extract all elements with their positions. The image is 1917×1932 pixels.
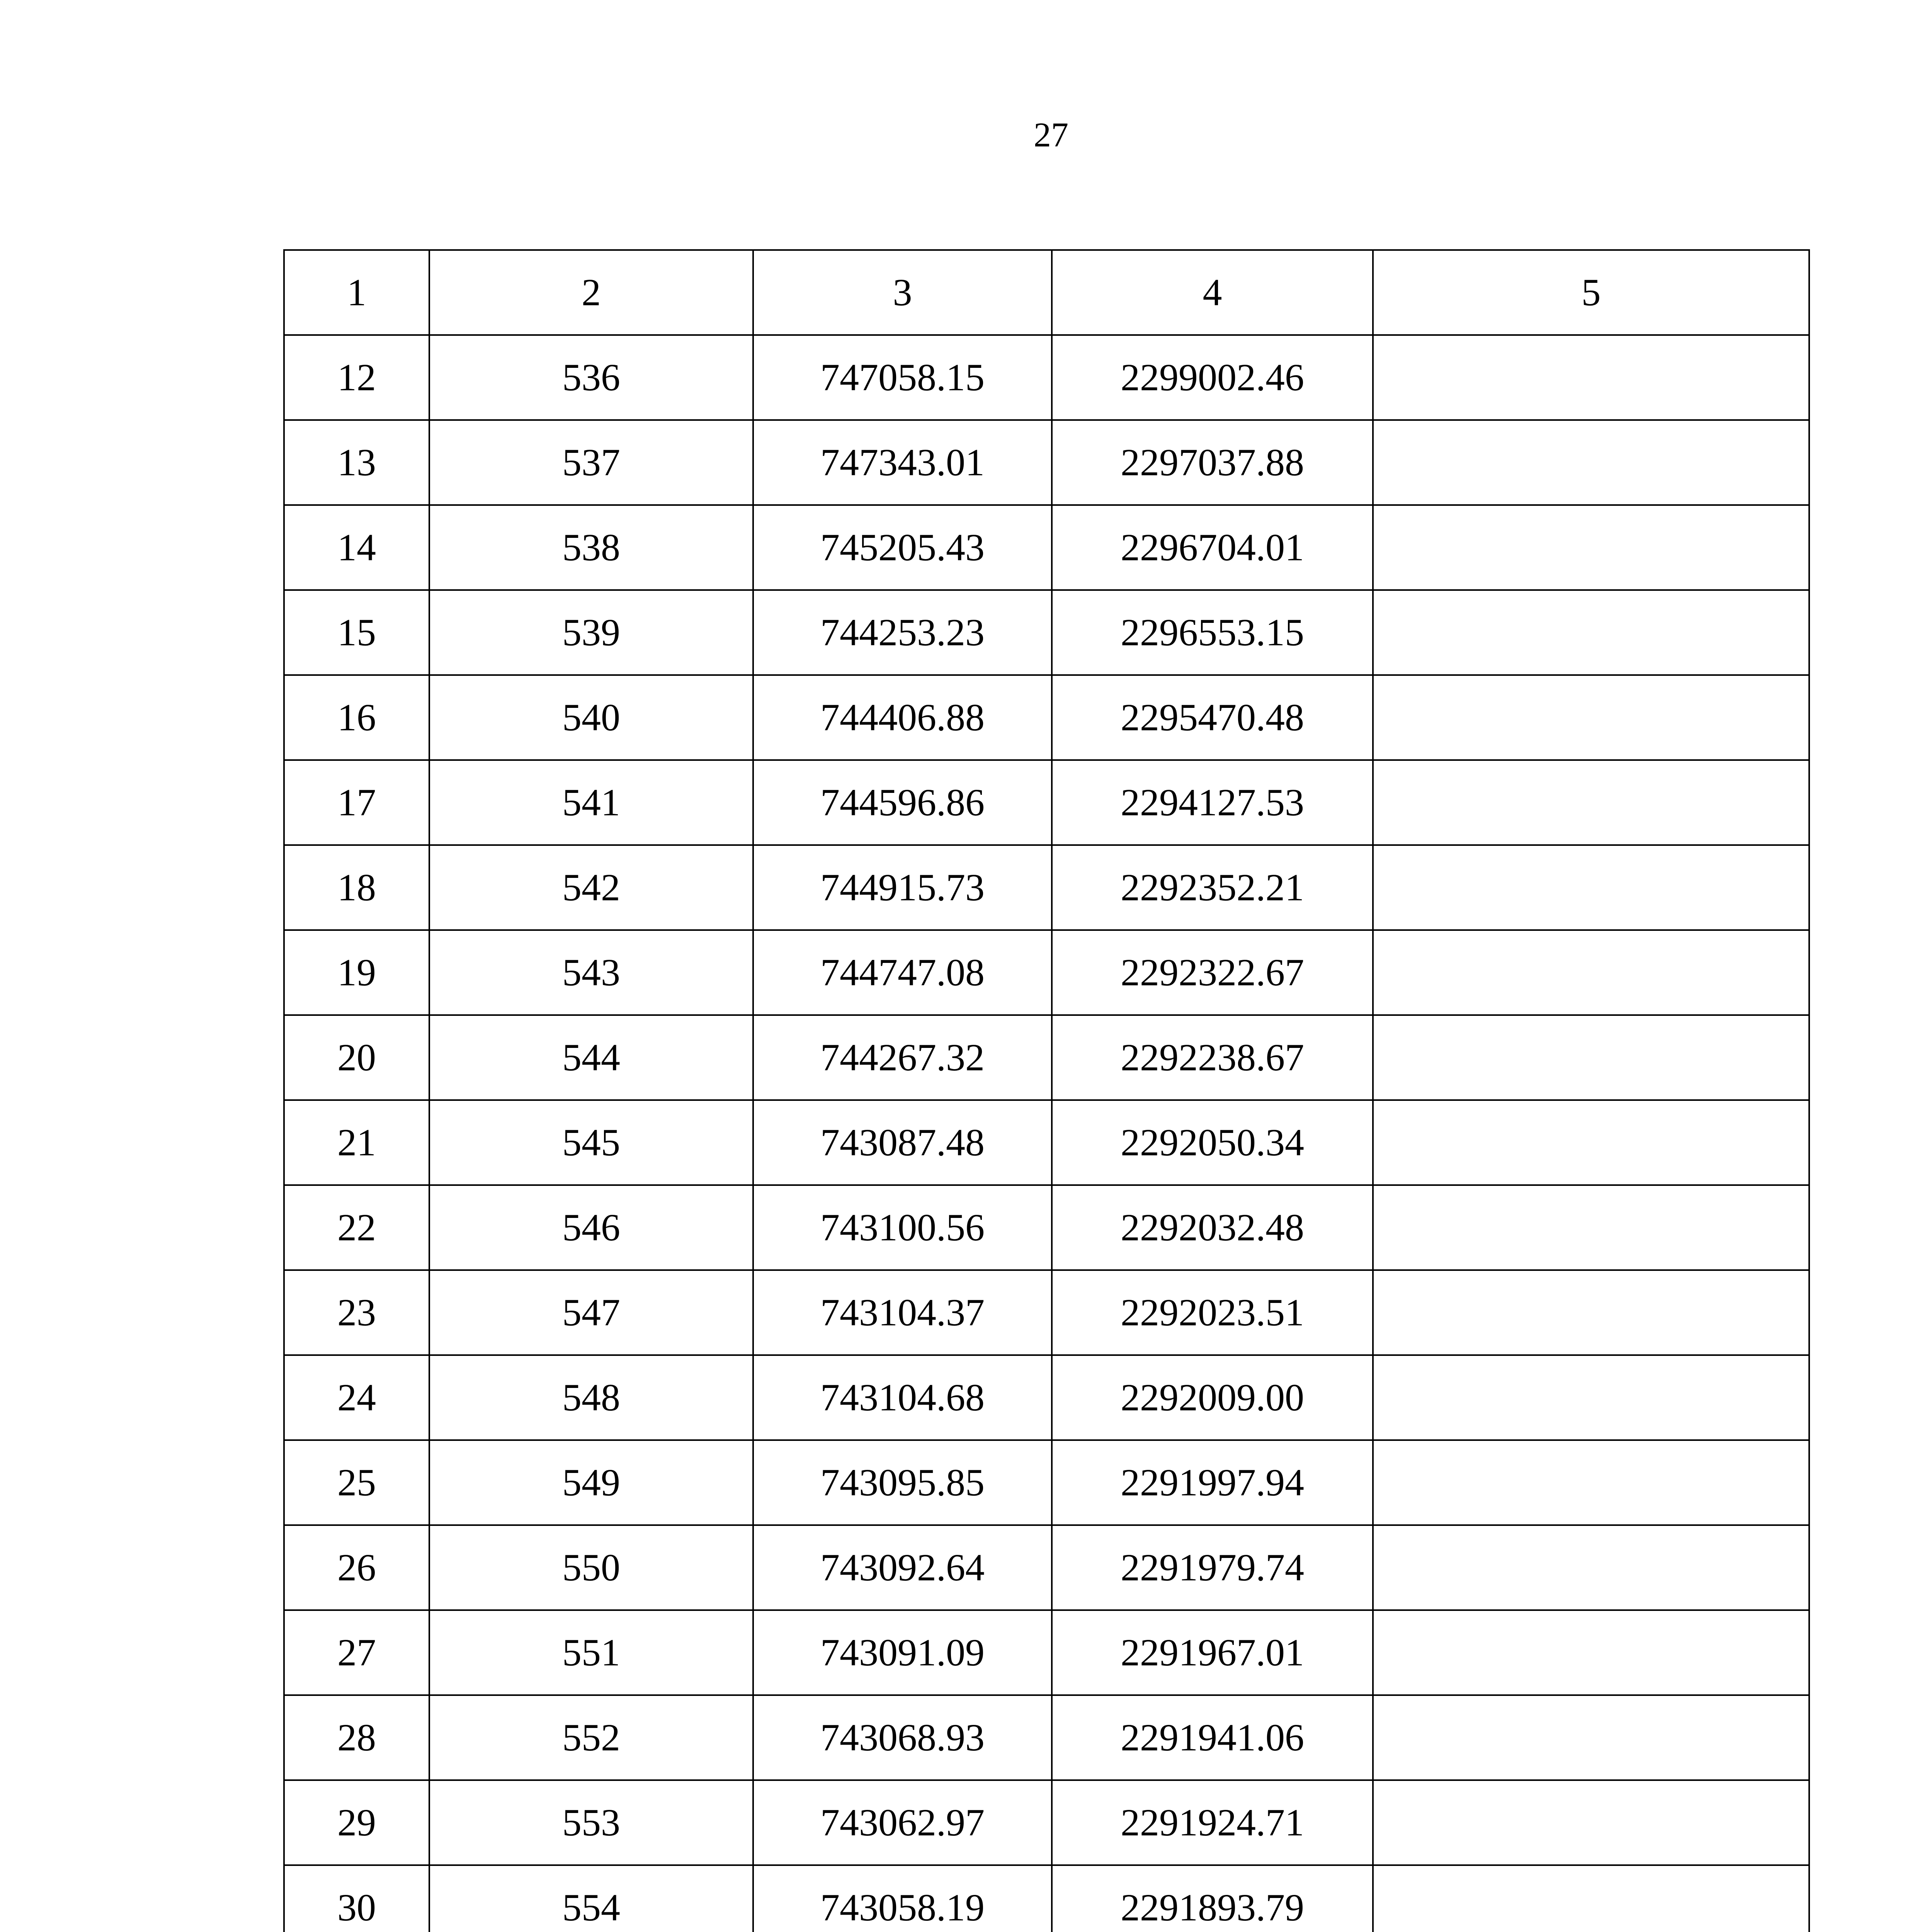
table-cell: 540 (429, 675, 753, 760)
table-cell: 743087.48 (753, 1100, 1052, 1185)
table-cell: 2292032.48 (1052, 1185, 1373, 1270)
table-cell: 15 (284, 590, 429, 675)
table-row (284, 675, 1809, 760)
table-cell: 28 (284, 1695, 429, 1780)
table-cell (1373, 1695, 1809, 1780)
header-cell: 4 (1052, 250, 1373, 335)
table-cell: 24 (284, 1355, 429, 1440)
table-cell: 743104.37 (753, 1270, 1052, 1355)
table-cell: 744747.08 (753, 930, 1052, 1015)
table-cell (1373, 1440, 1809, 1525)
table-cell: 26 (284, 1525, 429, 1610)
table-cell: 19 (284, 930, 429, 1015)
table-cell: 744267.32 (753, 1015, 1052, 1100)
table-row (284, 1525, 1809, 1610)
table-cell (1373, 1015, 1809, 1100)
table-row (284, 1440, 1809, 1525)
table-cell: 744253.23 (753, 590, 1052, 675)
table-cell: 2292023.51 (1052, 1270, 1373, 1355)
table-row (284, 335, 1809, 420)
table-cell: 2291979.74 (1052, 1525, 1373, 1610)
table-cell: 744406.88 (753, 675, 1052, 760)
table-cell (1373, 335, 1809, 420)
table-cell (1373, 505, 1809, 590)
table-cell (1373, 1270, 1809, 1355)
table-cell: 549 (429, 1440, 753, 1525)
table-cell (1373, 1780, 1809, 1865)
table-cell: 2292009.00 (1052, 1355, 1373, 1440)
table-cell: 548 (429, 1355, 753, 1440)
table-cell: 543 (429, 930, 753, 1015)
table-cell: 743104.68 (753, 1355, 1052, 1440)
table-row (284, 420, 1809, 505)
table-cell: 2291924.71 (1052, 1780, 1373, 1865)
table-cell: 744915.73 (753, 845, 1052, 930)
table-cell (1373, 1525, 1809, 1610)
table-row (284, 1865, 1809, 1932)
table-row (284, 930, 1809, 1015)
table-row (284, 590, 1809, 675)
table-cell: 542 (429, 845, 753, 930)
table-cell: 22 (284, 1185, 429, 1270)
table-cell: 536 (429, 335, 753, 420)
table-row (284, 1780, 1809, 1865)
table-cell: 553 (429, 1780, 753, 1865)
table-cell: 21 (284, 1100, 429, 1185)
table-cell: 14 (284, 505, 429, 590)
table-row (284, 1100, 1809, 1185)
table-cell: 2292352.21 (1052, 845, 1373, 930)
table-cell: 2292238.67 (1052, 1015, 1373, 1100)
table-cell: 2292322.67 (1052, 930, 1373, 1015)
table-cell: 554 (429, 1865, 753, 1932)
table-cell (1373, 675, 1809, 760)
table-cell: 747343.01 (753, 420, 1052, 505)
table-cell: 537 (429, 420, 753, 505)
table-cell: 25 (284, 1440, 429, 1525)
table-cell: 2291941.06 (1052, 1695, 1373, 1780)
table-cell: 2296704.01 (1052, 505, 1373, 590)
table-cell (1373, 1100, 1809, 1185)
table-cell: 2291893.79 (1052, 1865, 1373, 1932)
table-cell: 2299002.46 (1052, 335, 1373, 420)
table-header-row (284, 250, 1809, 335)
table-cell: 29 (284, 1780, 429, 1865)
table-row (284, 1015, 1809, 1100)
table-cell: 547 (429, 1270, 753, 1355)
table-cell: 552 (429, 1695, 753, 1780)
table-cell: 545 (429, 1100, 753, 1185)
table-cell (1373, 930, 1809, 1015)
table-cell: 27 (284, 1610, 429, 1695)
table-cell (1373, 1610, 1809, 1695)
table-cell (1373, 760, 1809, 845)
table-row (284, 1185, 1809, 1270)
table-cell (1373, 590, 1809, 675)
table-cell: 2295470.48 (1052, 675, 1373, 760)
table-cell: 30 (284, 1865, 429, 1932)
table-cell: 747058.15 (753, 335, 1052, 420)
table-cell: 538 (429, 505, 753, 590)
table-cell: 743062.97 (753, 1780, 1052, 1865)
header-cell: 3 (753, 250, 1052, 335)
table-cell: 18 (284, 845, 429, 930)
table-cell: 13 (284, 420, 429, 505)
table-cell: 17 (284, 760, 429, 845)
table-cell: 23 (284, 1270, 429, 1355)
page-number: 27 (1034, 116, 1068, 154)
table-cell: 744596.86 (753, 760, 1052, 845)
table-row (284, 505, 1809, 590)
table-cell: 2291997.94 (1052, 1440, 1373, 1525)
header-cell: 2 (429, 250, 753, 335)
table-cell (1373, 1185, 1809, 1270)
table-cell (1373, 845, 1809, 930)
table-cell (1373, 420, 1809, 505)
table-cell: 2291967.01 (1052, 1610, 1373, 1695)
table-row (284, 1355, 1809, 1440)
table-row (284, 845, 1809, 930)
table-row (284, 1610, 1809, 1695)
table-cell (1373, 1865, 1809, 1932)
table-cell: 2294127.53 (1052, 760, 1373, 845)
table-row (284, 1270, 1809, 1355)
table-cell: 743095.85 (753, 1440, 1052, 1525)
table-cell: 745205.43 (753, 505, 1052, 590)
table-cell: 541 (429, 760, 753, 845)
table-cell: 20 (284, 1015, 429, 1100)
table-cell: 546 (429, 1185, 753, 1270)
table-cell: 743068.93 (753, 1695, 1052, 1780)
table-cell: 2297037.88 (1052, 420, 1373, 505)
coordinates-table (283, 249, 1810, 1932)
table-row (284, 1695, 1809, 1780)
table-cell: 743058.19 (753, 1865, 1052, 1932)
table-cell: 12 (284, 335, 429, 420)
header-cell: 5 (1373, 250, 1809, 335)
table-cell: 539 (429, 590, 753, 675)
table-cell: 544 (429, 1015, 753, 1100)
table-cell: 16 (284, 675, 429, 760)
header-cell: 1 (284, 250, 429, 335)
table-cell: 551 (429, 1610, 753, 1695)
table-row (284, 760, 1809, 845)
table-cell: 743100.56 (753, 1185, 1052, 1270)
table-cell: 743091.09 (753, 1610, 1052, 1695)
table-cell: 2292050.34 (1052, 1100, 1373, 1185)
table-cell: 743092.64 (753, 1525, 1052, 1610)
table-cell (1373, 1355, 1809, 1440)
table-cell: 550 (429, 1525, 753, 1610)
table-body (284, 250, 1809, 1932)
table-cell: 2296553.15 (1052, 590, 1373, 675)
